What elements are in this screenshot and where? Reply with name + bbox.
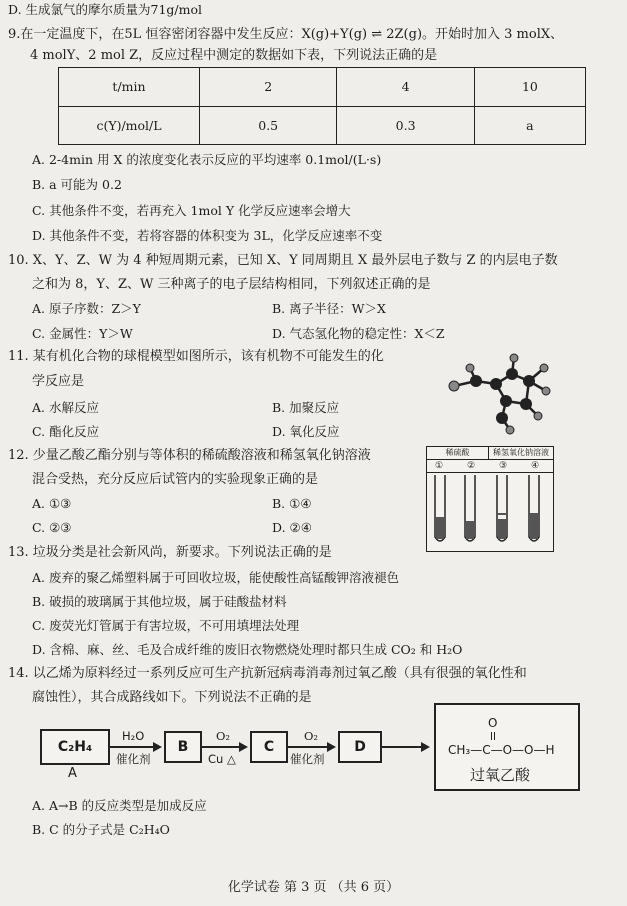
flow-arrow: [202, 746, 246, 748]
table-row: [59, 106, 586, 145]
flow-box-d: D: [338, 731, 382, 763]
q10-option-d: D. 气态氢化物的稳定性：X＜Z: [272, 326, 445, 341]
tube-label-1: ①: [435, 461, 444, 471]
q14-option-a: A. A→B 的反应类型是加成反应: [32, 798, 207, 813]
test-tube-figure: [426, 446, 554, 552]
q10-option-c: C. 金属性：Y＞W: [32, 326, 133, 341]
table-cell: c(Y)/mol/L: [59, 106, 200, 145]
product-box-peracetic-acid: [434, 703, 580, 791]
q9-option-c: C. 其他条件不变，若再充入 1mol Y 化学反应速率会增大: [32, 203, 351, 218]
q10-option-a: A. 原子序数：Z＞Y: [32, 301, 141, 316]
q9-option-a: A. 2-4min 用 X 的浓度变化表示反应的平均速率 0.1mol/(L·s): [32, 152, 382, 167]
q10-option-b: B. 离子半径：W＞X: [272, 301, 386, 316]
table-header-cell: 4: [337, 68, 474, 107]
q12-stem-line1: 12. 少量乙酸乙酯分别与等体积的稀硫酸溶液和稀氢氧化钠溶液: [8, 448, 371, 463]
q14-option-b: B. C 的分子式是 C₂H₄O: [32, 822, 170, 837]
q12-option-d: D. ②④: [272, 520, 312, 535]
reagent-catalyst-2: 催化剂: [290, 752, 325, 766]
q11-option-c: C. 酯化反应: [32, 424, 100, 439]
table-header-cell: 10: [474, 68, 585, 107]
reagent-o2-2: O₂: [304, 729, 319, 743]
q12-option-a: A. ①③: [32, 496, 72, 511]
test-tubes-icon: [427, 473, 553, 549]
q13-option-b: B. 破损的玻璃属于其他垃圾，属于硅酸盐材料: [32, 594, 287, 609]
table-cell: a: [474, 106, 585, 145]
q11-stem-line2: 学反应是: [32, 374, 85, 389]
q13-stem: 13. 垃圾分类是社会新风尚，新要求。下列说法正确的是: [8, 545, 332, 560]
ball-and-stick-model: [434, 346, 564, 436]
q13-option-a: A. 废弃的聚乙烯塑料属于可回收垃圾，能使酸性高锰酸钾溶液褪色: [32, 570, 399, 585]
table-row: [59, 68, 586, 107]
figure-header-left: 稀硫酸: [427, 447, 489, 460]
reagent-h2o: H₂O: [122, 729, 145, 743]
q11-option-a: A. 水解反应: [32, 400, 99, 415]
q9-option-d: D. 其他条件不变，若将容器的体积变为 3L，化学反应速率不变: [32, 228, 383, 243]
q9-option-b: B. a 可能为 0.2: [32, 177, 122, 192]
tube-label-2: ②: [467, 461, 476, 471]
flow-arrow: [288, 746, 334, 748]
figure-header-right: 稀氢氧化钠溶液: [489, 447, 553, 460]
q12-stem-line2: 混合受热，充分反应后试管内的实验现象正确的是: [32, 472, 319, 487]
q9-data-table: [58, 67, 586, 145]
product-name: 过氧乙酸: [470, 766, 531, 784]
table-cell: 0.3: [337, 106, 474, 145]
tube-label-4: ④: [531, 461, 540, 471]
q12-option-b: B. ①④: [272, 496, 312, 511]
table-cell: 0.5: [200, 106, 337, 145]
q9-stem-line2: 4 molY、2 mol Z，反应过程中测定的数据如下表，下列说法正确的是: [30, 48, 438, 63]
flow-label-a: A: [68, 766, 77, 781]
flow-box-c: C: [250, 731, 288, 763]
q11-option-d: D. 氧化反应: [272, 424, 340, 439]
table-header-cell: t/min: [59, 68, 200, 107]
reagent-cu-heat: Cu △: [208, 752, 236, 766]
table-header-cell: 2: [200, 68, 337, 107]
q9-stem-line1: 9.在一定温度下，在5L 恒容密闭容器中发生反应：X(g)+Y(g) ⇌ 2Z(g)。开始时加入 3 molX、: [8, 27, 564, 42]
q10-stem-line2: 之和为 8，Y、Z、W 三种离子的电子层结构相同，下列叙述正确的是: [32, 277, 431, 292]
flow-arrow: [110, 746, 160, 748]
q10-stem-line1: 10. X、Y、Z、W 为 4 种短周期元素，已知 X、Y 同周期且 X 最外层电子数与 Z 的内层电子数: [8, 253, 558, 268]
reagent-o2-1: O₂: [216, 729, 231, 743]
q13-option-d: D. 含棉、麻、丝、毛及合成纤维的废旧衣物燃烧处理时都只生成 CO₂ 和 H₂O: [32, 642, 463, 657]
carbonyl-oxygen: O: [488, 716, 498, 730]
q14-stem-line2: 腐蚀性），其合成路线如下。下列说法不正确的是: [32, 690, 312, 705]
q11-option-b: B. 加聚反应: [272, 400, 340, 415]
tube-label-3: ③: [499, 461, 508, 471]
reagent-catalyst-1: 催化剂: [116, 752, 151, 766]
page-footer: 化学试卷 第 3 页 （共 6 页）: [227, 880, 400, 895]
product-formula: CH₃—C—O—O—H: [448, 743, 555, 757]
q11-stem-line1: 11. 某有机化合物的球棍模型如图所示，该有机物不可能发生的化: [8, 349, 384, 364]
flow-box-c2h4: C₂H₄: [40, 729, 110, 765]
q8-option-d: D. 生成氯气的摩尔质量为71g/mol: [8, 2, 203, 17]
q12-option-c: C. ②③: [32, 520, 72, 535]
q13-option-c: C. 废荧光灯管属于有害垃圾，不可用填埋法处理: [32, 618, 300, 633]
q14-stem-line1: 14. 以乙烯为原料经过一系列反应可生产抗新冠病毒消毒剂过氧乙酸（具有很强的氧化性和: [8, 666, 527, 681]
flow-arrow: [382, 746, 428, 748]
flow-box-b: B: [164, 731, 202, 763]
